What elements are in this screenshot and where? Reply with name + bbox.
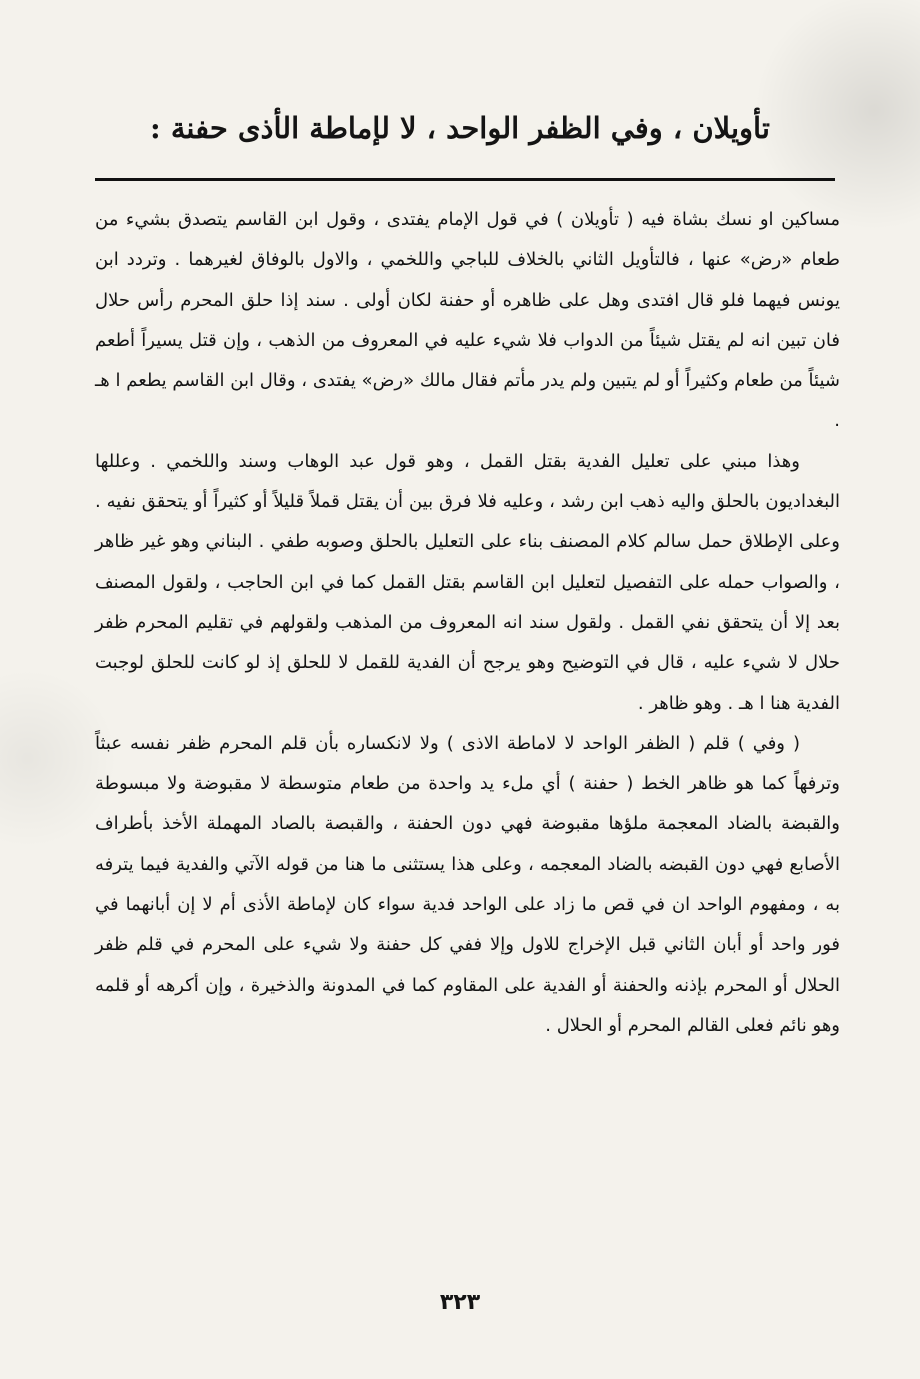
commentary-paragraph: ( وفي ) قلم ( الظفر الواحد لا لاماطة الاذى ) ولا لانكساره بأن قلم المحرم ظفر نفسه عبثاً وترفهاً كما هو ظاهر الخط ( حفنة ) أي ملء يد واحدة من طعام متوسطة لا مقبوضة ولا مبسوطة والقبضة بالضاد المعجمة ملؤها مقبوضة فهي دون الحفنة ، والقبصة بالصاد المهملة الأخذ بأطراف الأصابع فهي دون القبضه بالضاد المعجمه ، وعلى هذا يستثنى ما هنا من قوله الآتي والفدية فيما يترفه به ، ومفهوم الواحد ان في قص ما زاد على الواحد فدية سواء كان لإماطة الأذى أم لا إن أبانهما في فور واحد أو أبان الثاني قبل الإخراج للاول وإلا ففي كل حفنة ولا شيء على المحرم في قلم ظفر الحلال أو المحرم بإذنه والحفنة أو الفدية على المقاوم كما في المدونة والذخيرة ، وإن أكرهه أو قلمه وهو نائم فعلى القالم المحرم أو الحلال . [95, 732, 840, 1036]
divider-rule [95, 178, 835, 181]
commentary-body [95, 200, 840, 1046]
matn-heading: تأويلان ، وفي الظفر الواحد ، لا لإماطة الأذى حفنة : [150, 111, 770, 145]
commentary-paragraph: مساكين او نسك بشاة فيه ( تأويلان ) في قول الإمام يفتدى ، وقول ابن القاسم يتصدق بشيء من طعام «رض» عنها ، فالتأويل الثاني بالخلاف للباجي واللخمي ، والاول بالوفاق لغيرهما . وتردد ابن يونس فيهما فلو قال افتدى وهل على ظاهره أو حفنة لكان أولى . سند إذا حلق المحرم رأس حلال فان تبين انه لم يقتل شيئاً من الدواب فلا شيء عليه في المعروف من الذهب ، وإن قتل يسيراً أطعم شيئاً من طعام وكثيراً أو لم يتبين ولم يدر مأتم فقال مالك «رض» يفتدى ، وقال ابن القاسم يطعم ا هـ . [95, 209, 840, 432]
page-number: ٣٢٣ [439, 1290, 481, 1315]
commentary-paragraph: وهذا مبني على تعليل الفدية بقتل القمل ، وهو قول عبد الوهاب وسند واللخمي . وعللها البغداديون بالحلق واليه ذهب ابن رشد ، وعليه فلا فرق بين أن يقتل قملاً قليلاً أو كثيراً أو يتحقق نفيه . وعلى الإطلاق حمل سالم كلام المصنف بناء على التعليل بالحلق وصوبه طفي . البناني وهو غير ظاهر ، والصواب حمله على التفصيل لتعليل ابن القاسم بقتل القمل كما في ابن الحاجب ، ولقول المصنف بعد إلا أن يتحقق نفي القمل . ولقول سند انه المعروف من المذهب ولقولهم في تقليم المحرم ظفر حلال لا شيء عليه ، قال في التوضيح وهو يرجح أن الفدية للقمل لا للحلق إذ لو كانت للحلق لوجبت الفدية هنا ا هـ . وهو ظاهر . [95, 450, 840, 714]
